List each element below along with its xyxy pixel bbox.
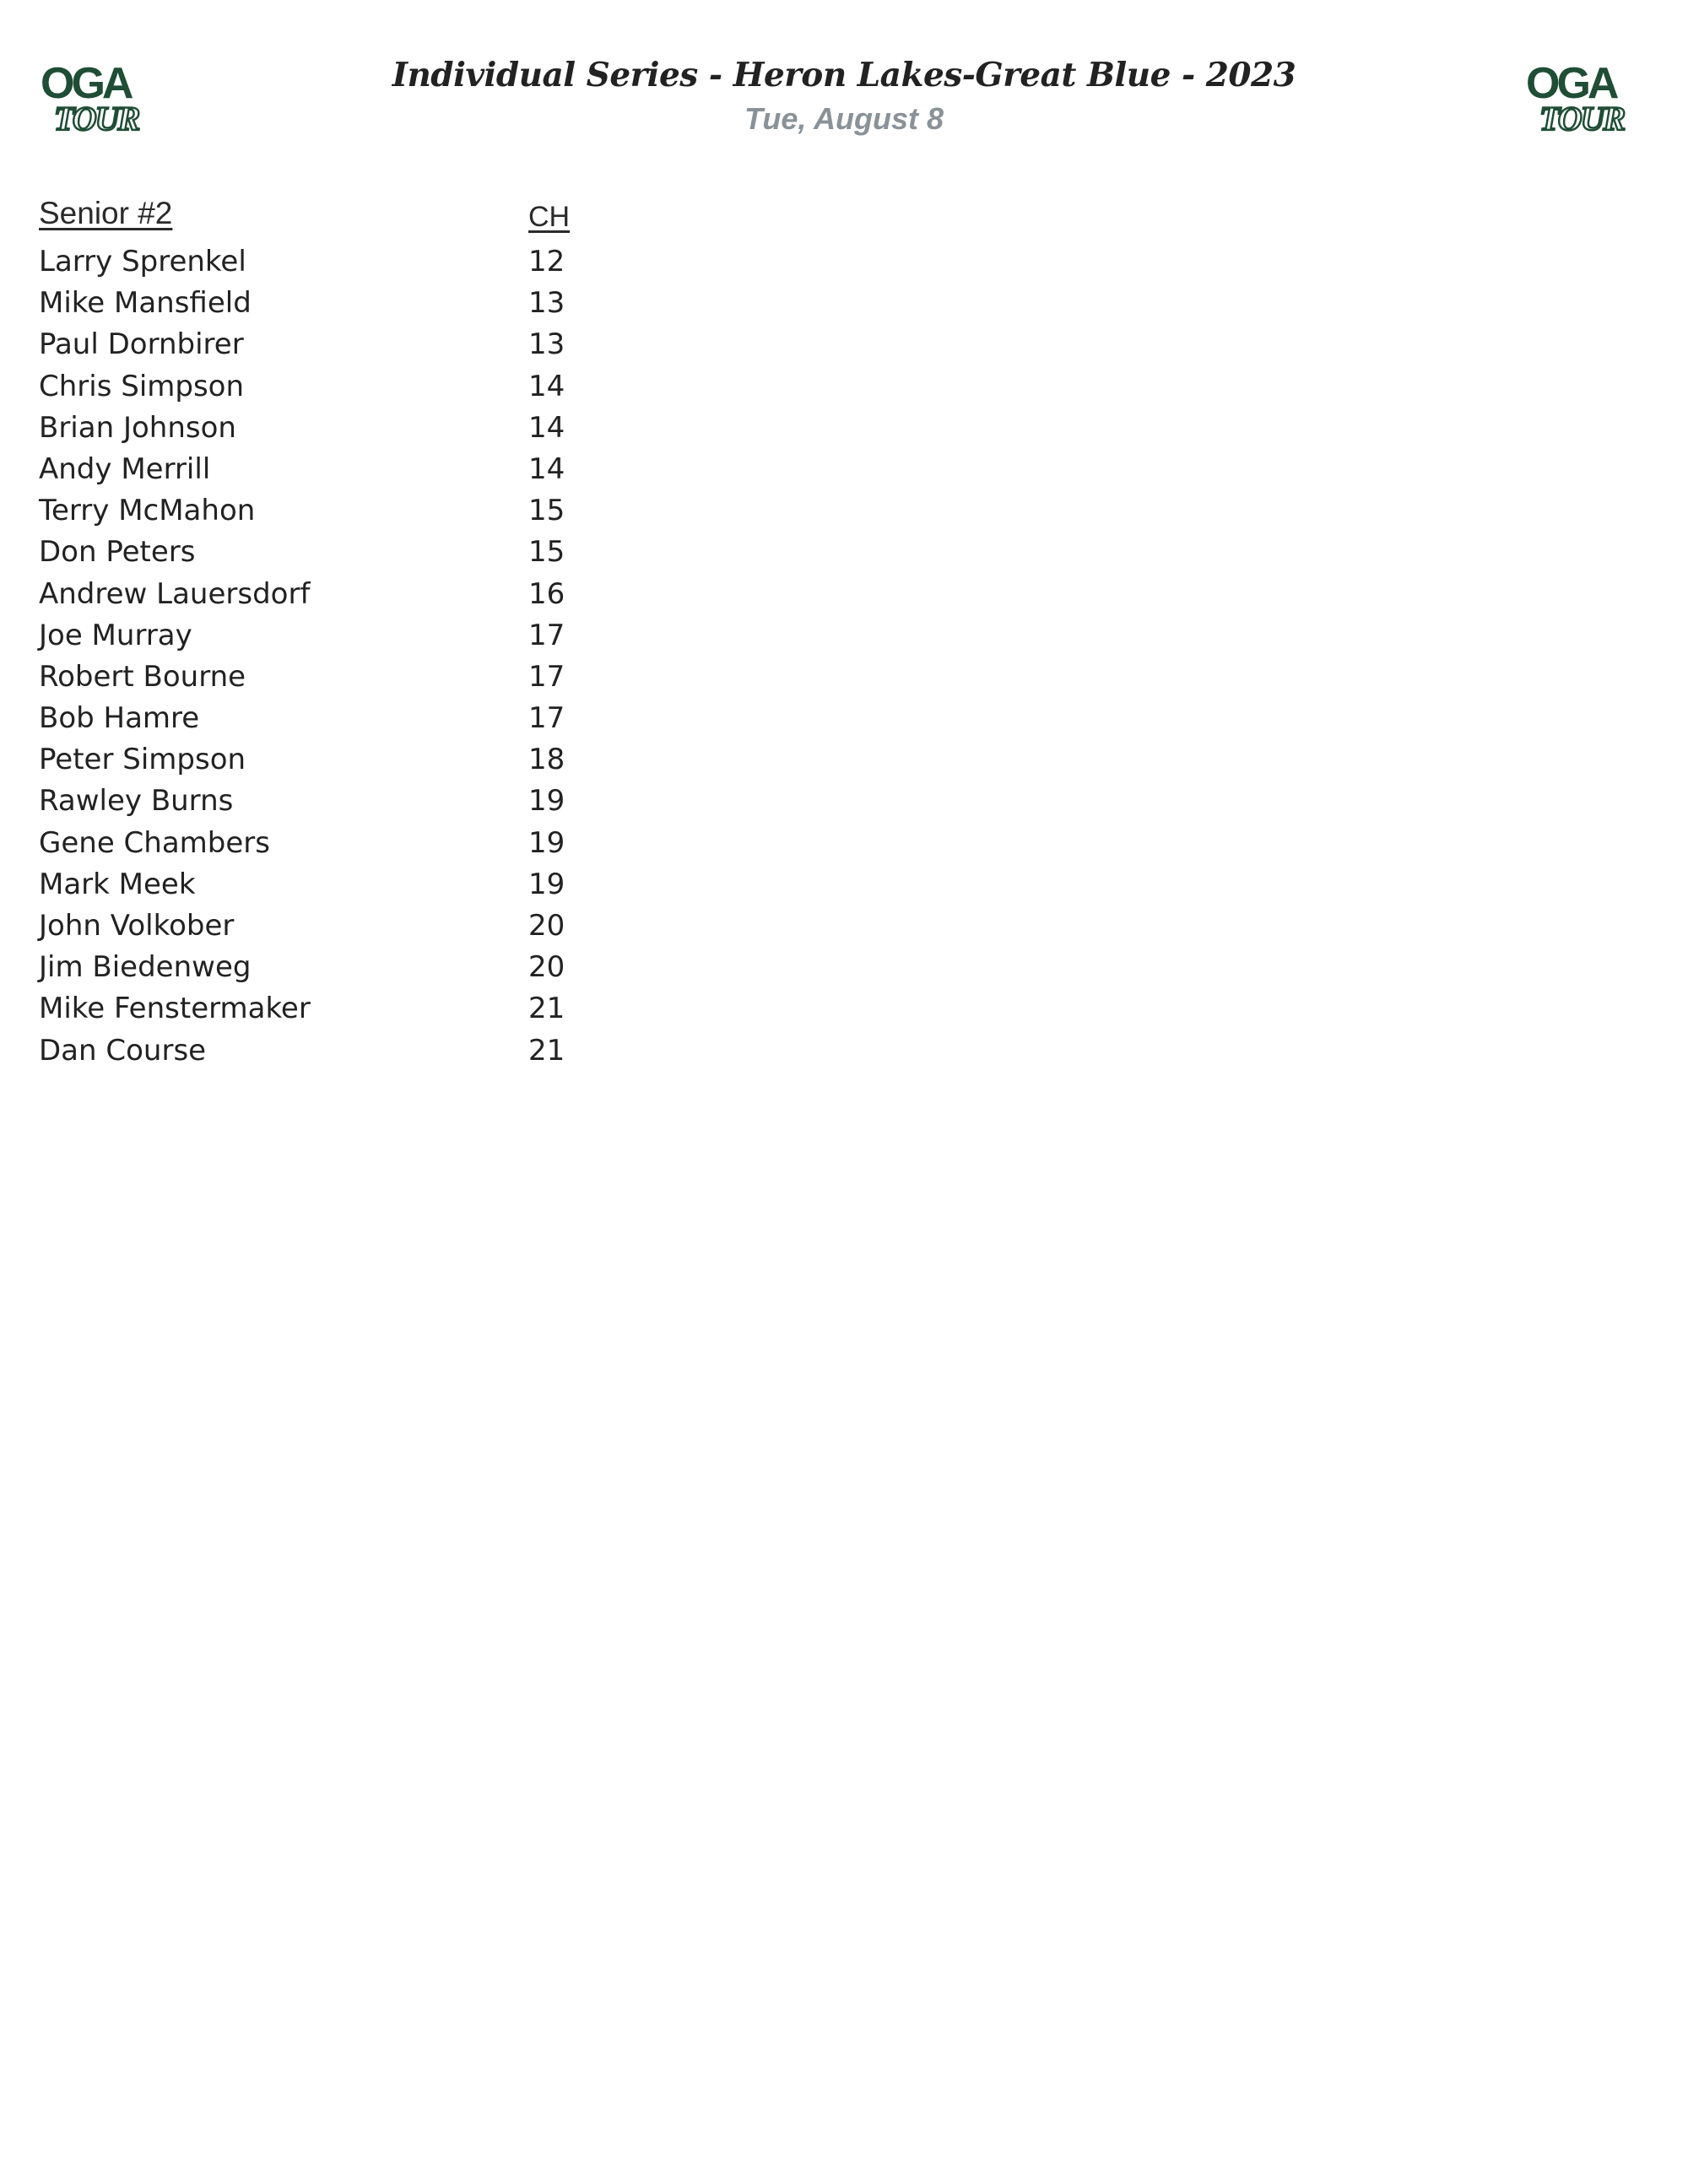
- player-course-handicap: 17: [528, 701, 565, 736]
- player-row: [39, 1030, 647, 1072]
- player-row: [39, 324, 647, 365]
- player-course-handicap: 19: [528, 784, 565, 819]
- player-course-handicap: 19: [528, 867, 565, 901]
- player-name: Paul Dornbirer: [39, 327, 244, 362]
- player-row: [39, 657, 647, 698]
- player-name: Rawley Burns: [39, 784, 234, 819]
- player-course-handicap: 17: [528, 618, 565, 652]
- player-name: Andy Merrill: [39, 451, 211, 486]
- player-name: Dan Course: [39, 1033, 207, 1068]
- player-list: [39, 241, 647, 1072]
- player-row: [39, 698, 647, 739]
- player-row: [39, 408, 647, 449]
- player-name: Robert Bourne: [39, 659, 246, 694]
- player-name: Terry McMahon: [39, 494, 256, 528]
- svg-text:OGA: OGA: [1526, 59, 1616, 108]
- player-roster: [39, 196, 647, 1072]
- page-title: Individual Series - Heron Lakes-Great Blue - 2023: [392, 56, 1296, 95]
- player-course-handicap: 20: [528, 950, 565, 985]
- player-row: [39, 823, 647, 864]
- player-course-handicap: 16: [528, 576, 565, 611]
- player-course-handicap: 18: [528, 743, 565, 777]
- player-name: Don Peters: [39, 535, 196, 570]
- player-course-handicap: 14: [528, 451, 565, 486]
- course-handicap-heading: CH: [528, 201, 571, 233]
- player-course-handicap: 19: [528, 825, 565, 860]
- player-name: Mike Mansfield: [39, 286, 252, 321]
- player-row: [39, 988, 647, 1030]
- player-name: Larry Sprenkel: [39, 245, 246, 278]
- player-name: Peter Simpson: [39, 743, 246, 777]
- player-row: [39, 241, 647, 283]
- player-course-handicap: 17: [528, 659, 565, 694]
- player-course-handicap: 14: [528, 369, 565, 403]
- player-name: John Volkober: [39, 909, 235, 943]
- player-row: [39, 864, 647, 905]
- player-row: [39, 283, 647, 324]
- player-name: Jim Biedenweg: [39, 950, 252, 985]
- svg-text:TOUR: TOUR: [1539, 100, 1625, 135]
- player-course-handicap: 21: [528, 992, 565, 1026]
- player-course-handicap: 15: [528, 494, 565, 528]
- player-course-handicap: 20: [528, 909, 565, 943]
- player-course-handicap: 21: [528, 1033, 565, 1068]
- player-name: Andrew Lauersdorf: [39, 576, 311, 611]
- player-row: [39, 490, 647, 532]
- player-course-handicap: 13: [528, 286, 565, 321]
- player-row: [39, 615, 647, 657]
- event-date: Tue, August 8: [744, 101, 944, 136]
- group-heading: Senior #2: [39, 196, 173, 230]
- player-name: Mark Meek: [39, 867, 196, 901]
- player-name: Mike Fenstermaker: [39, 992, 311, 1026]
- player-row: [39, 947, 647, 988]
- player-name: Chris Simpson: [39, 369, 245, 403]
- player-row: [39, 905, 647, 947]
- player-course-handicap: 13: [528, 327, 565, 362]
- roster-header: [39, 196, 647, 241]
- player-row: [39, 739, 647, 781]
- player-course-handicap: 15: [528, 535, 565, 570]
- player-course-handicap: 14: [528, 410, 565, 445]
- player-course-handicap: 12: [528, 245, 565, 278]
- svg-text:TOUR: TOUR: [54, 100, 139, 135]
- player-name: Bob Hamre: [39, 701, 200, 736]
- player-row: [39, 574, 647, 615]
- player-row: [39, 449, 647, 490]
- player-row: [39, 532, 647, 573]
- player-row: [39, 781, 647, 822]
- svg-text:OGA: OGA: [41, 59, 131, 108]
- player-name: Brian Johnson: [39, 410, 236, 445]
- player-name: Gene Chambers: [39, 825, 270, 860]
- player-row: [39, 366, 647, 408]
- player-name: Joe Murray: [39, 618, 192, 652]
